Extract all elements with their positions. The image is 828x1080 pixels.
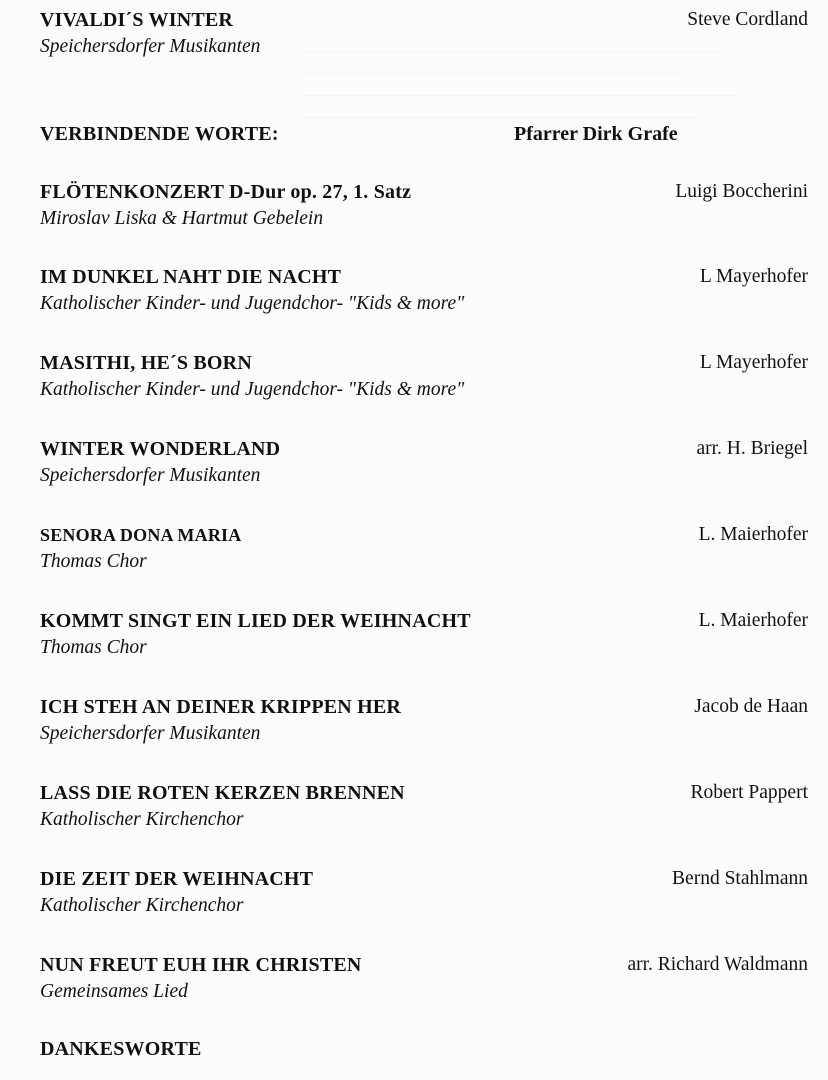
piece-title: IM DUNKEL NAHT DIE NACHT <box>40 266 342 288</box>
program-item-9 <box>40 695 818 746</box>
performer: Katholischer Kirchenchor <box>40 895 244 916</box>
composer: Robert Pappert <box>690 782 808 803</box>
piece-title: FLÖTENKONZERT D-Dur op. 27, 1. Satz <box>40 181 412 203</box>
piece-title: DIE ZEIT DER WEIHNACHT <box>40 868 314 890</box>
performer: Katholischer Kirchenchor <box>40 809 244 830</box>
program-item-13 <box>40 1037 818 1061</box>
composer: L. Maierhofer <box>698 610 808 631</box>
performer: Thomas Chor <box>40 551 147 572</box>
program-item-2 <box>40 122 818 146</box>
speaker: Pfarrer Dirk Grafe <box>514 123 678 145</box>
piece-title: NUN FREUT EUH IHR CHRISTEN <box>40 954 362 976</box>
program-item-8 <box>40 609 818 660</box>
program-item-11 <box>40 867 818 918</box>
performer: Speichersdorfer Musikanten <box>40 36 261 57</box>
performer: Thomas Chor <box>40 637 147 658</box>
program-item-4 <box>40 265 818 316</box>
performer: Speichersdorfer Musikanten <box>40 465 261 486</box>
program-item-5 <box>40 351 818 402</box>
program-item-3 <box>40 180 818 231</box>
piece-title: DANKESWORTE <box>40 1038 202 1060</box>
piece-title: KOMMT SINGT EIN LIED DER WEIHNACHT <box>40 610 471 632</box>
composer: L Mayerhofer <box>699 266 808 287</box>
performer: Gemeinsames Lied <box>40 981 188 1002</box>
performer: Miroslav Liska & Hartmut Gebelein <box>40 208 324 229</box>
performer: Speichersdorfer Musikanten <box>40 723 261 744</box>
piece-title: ICH STEH AN DEINER KRIPPEN HER <box>40 696 402 718</box>
piece-title: SENORA DONA MARIA <box>40 525 242 545</box>
piece-title: VIVALDI´S WINTER <box>40 9 234 31</box>
performer: Katholischer Kinder- und Jugendchor- "Kids & more" <box>40 379 465 400</box>
performer: Katholischer Kinder- und Jugendchor- "Kids & more" <box>40 293 465 314</box>
program-item-1 <box>40 8 818 59</box>
piece-title: VERBINDENDE WORTE: <box>40 123 279 145</box>
program-item-10 <box>40 781 818 832</box>
program-item-6 <box>40 437 818 488</box>
composer: L Mayerhofer <box>699 352 808 373</box>
composer: Jacob de Haan <box>694 696 808 717</box>
piece-title: MASITHI, HE´S BORN <box>40 352 252 374</box>
composer: arr. H. Briegel <box>696 438 808 459</box>
composer: Bernd Stahlmann <box>672 868 808 889</box>
program-item-7 <box>40 523 818 574</box>
composer: arr. Richard Waldmann <box>627 954 808 975</box>
composer: Luigi Boccherini <box>675 181 808 202</box>
program-item-12 <box>40 953 818 1004</box>
composer: L. Maierhofer <box>698 524 808 545</box>
piece-title: LASS DIE ROTEN KERZEN BRENNEN <box>40 782 405 804</box>
composer: Steve Cordland <box>687 9 808 30</box>
piece-title: WINTER WONDERLAND <box>40 438 281 460</box>
